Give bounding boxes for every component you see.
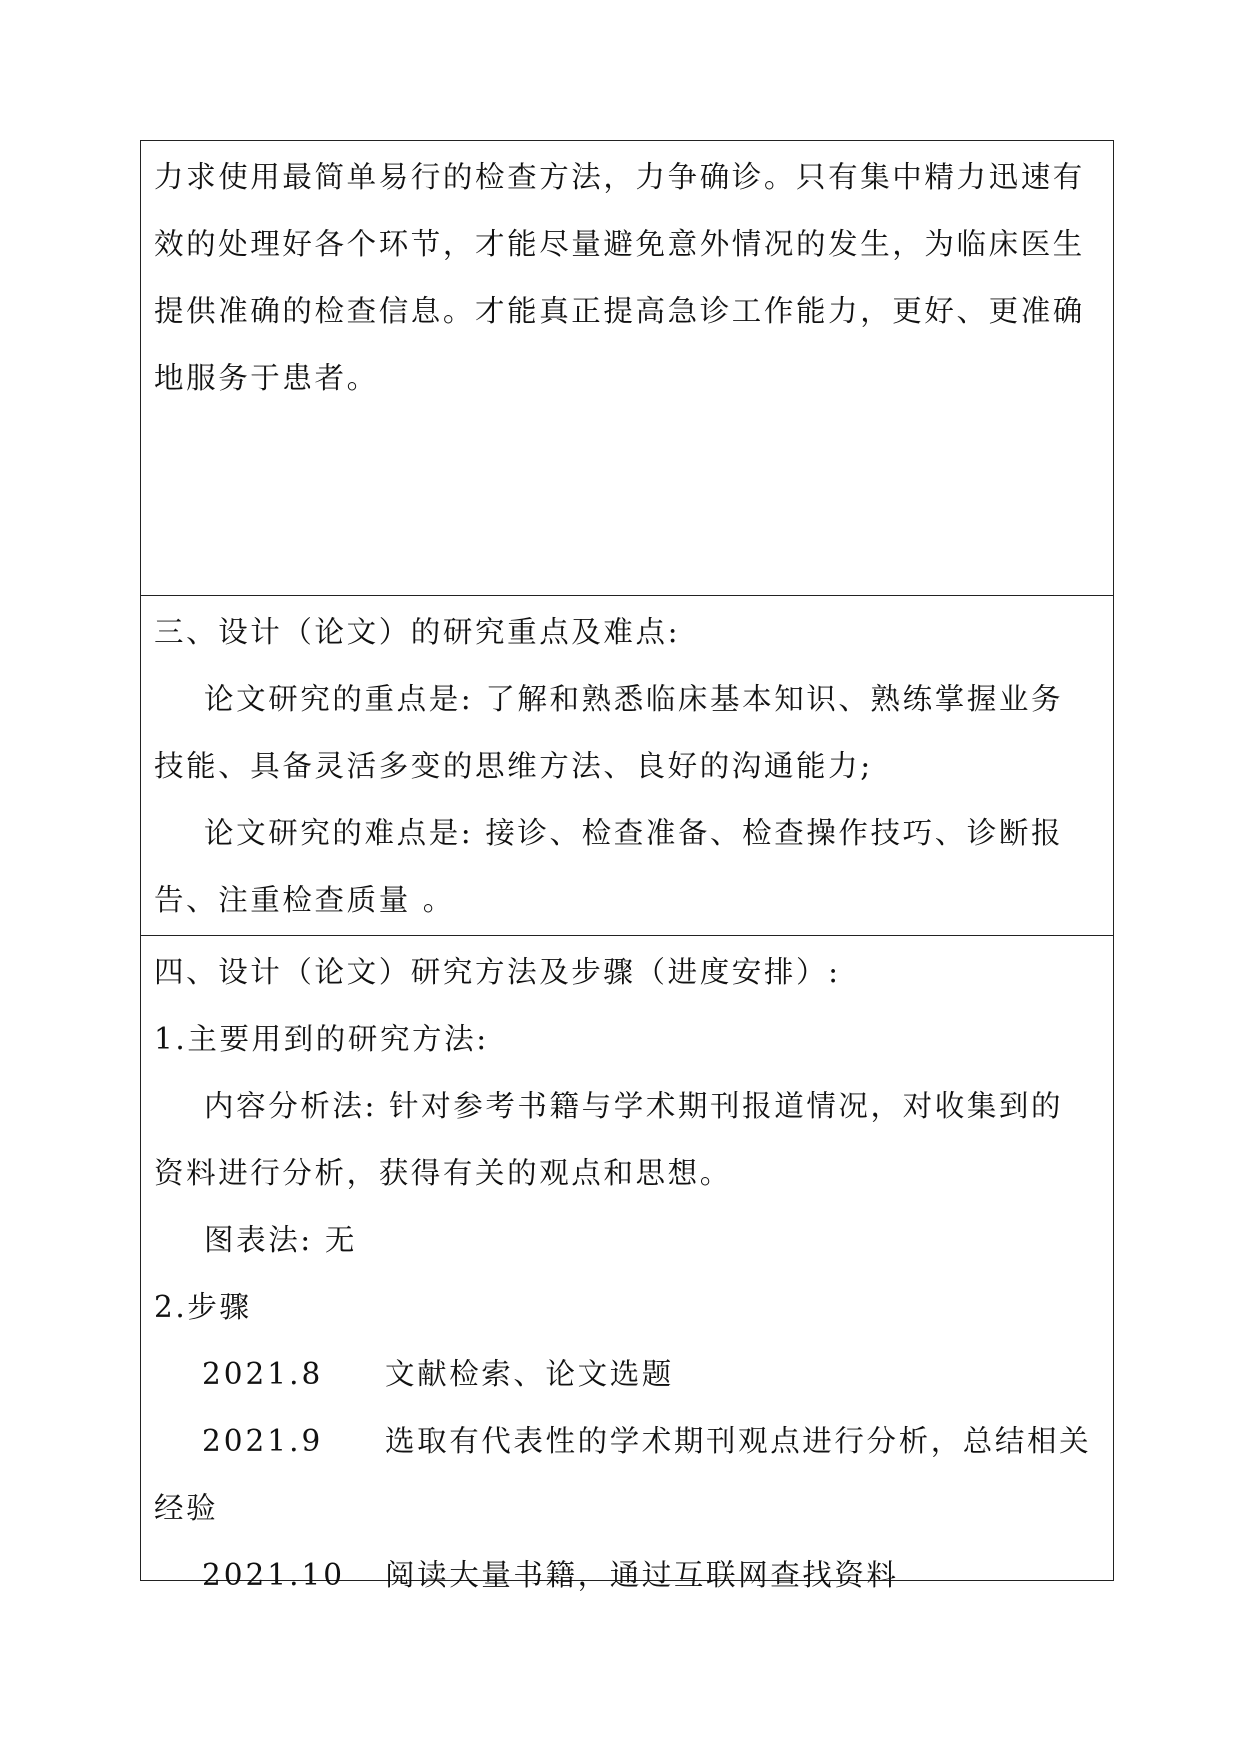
- key-points-line: 论文研究的重点是: 了解和熟悉临床基本知识、熟练掌握业务: [204, 682, 1064, 716]
- conclusion-cell: [141, 141, 1113, 595]
- difficulties-line: 论文研究的难点是: 接诊、检查准备、检查操作技巧、诊断报: [204, 816, 1064, 850]
- difficulties-line: 告、注重检查质量 。: [154, 883, 455, 917]
- step-date: 2021.8: [202, 1357, 324, 1391]
- step-row: [154, 1341, 1113, 1408]
- methods-title: 1.主要用到的研究方法:: [154, 1022, 489, 1056]
- section-four-heading: 四、设计（论文）研究方法及步骤（进度安排）:: [154, 955, 841, 989]
- conclusion-line: 力求使用最简单易行的检查方法，力争确诊。只有集中精力迅速有: [154, 160, 1085, 194]
- step-date: 2021.9: [202, 1424, 324, 1458]
- conclusion-line: 提供准确的检查信息。才能真正提高急诊工作能力，更好、更准确: [154, 294, 1085, 328]
- step-desc: 文献检索、论文选题: [385, 1357, 674, 1391]
- research-focus-cell: [141, 595, 1113, 935]
- conclusion-line: 地服务于患者。: [154, 361, 379, 395]
- content-analysis-line: 资料进行分析，获得有关的观点和思想。: [154, 1156, 732, 1190]
- step-desc: 阅读大量书籍，通过互联网查找资料: [385, 1558, 899, 1592]
- step-row: [154, 1542, 1113, 1609]
- step-desc-continuation: 经验: [154, 1491, 219, 1525]
- section-three-heading: 三、设计（论文）的研究重点及难点:: [154, 615, 681, 649]
- step-date: 2021.10: [202, 1558, 345, 1592]
- chart-method-line: 图表法: 无: [204, 1223, 357, 1257]
- content-analysis-line: 内容分析法: 针对参考书籍与学术期刊报道情况，对收集到的: [204, 1089, 1064, 1123]
- methods-cell: [141, 935, 1113, 1592]
- form-table: [140, 140, 1114, 1592]
- step-row: [154, 1408, 1113, 1475]
- conclusion-line: 效的处理好各个环节，才能尽量避免意外情况的发生，为临床医生: [154, 227, 1085, 261]
- steps-title: 2.步骤: [154, 1290, 252, 1324]
- step-desc: 选取有代表性的学术期刊观点进行分析，总结相关: [385, 1424, 1092, 1458]
- key-points-line: 技能、具备灵活多变的思维方法、良好的沟通能力;: [154, 749, 873, 783]
